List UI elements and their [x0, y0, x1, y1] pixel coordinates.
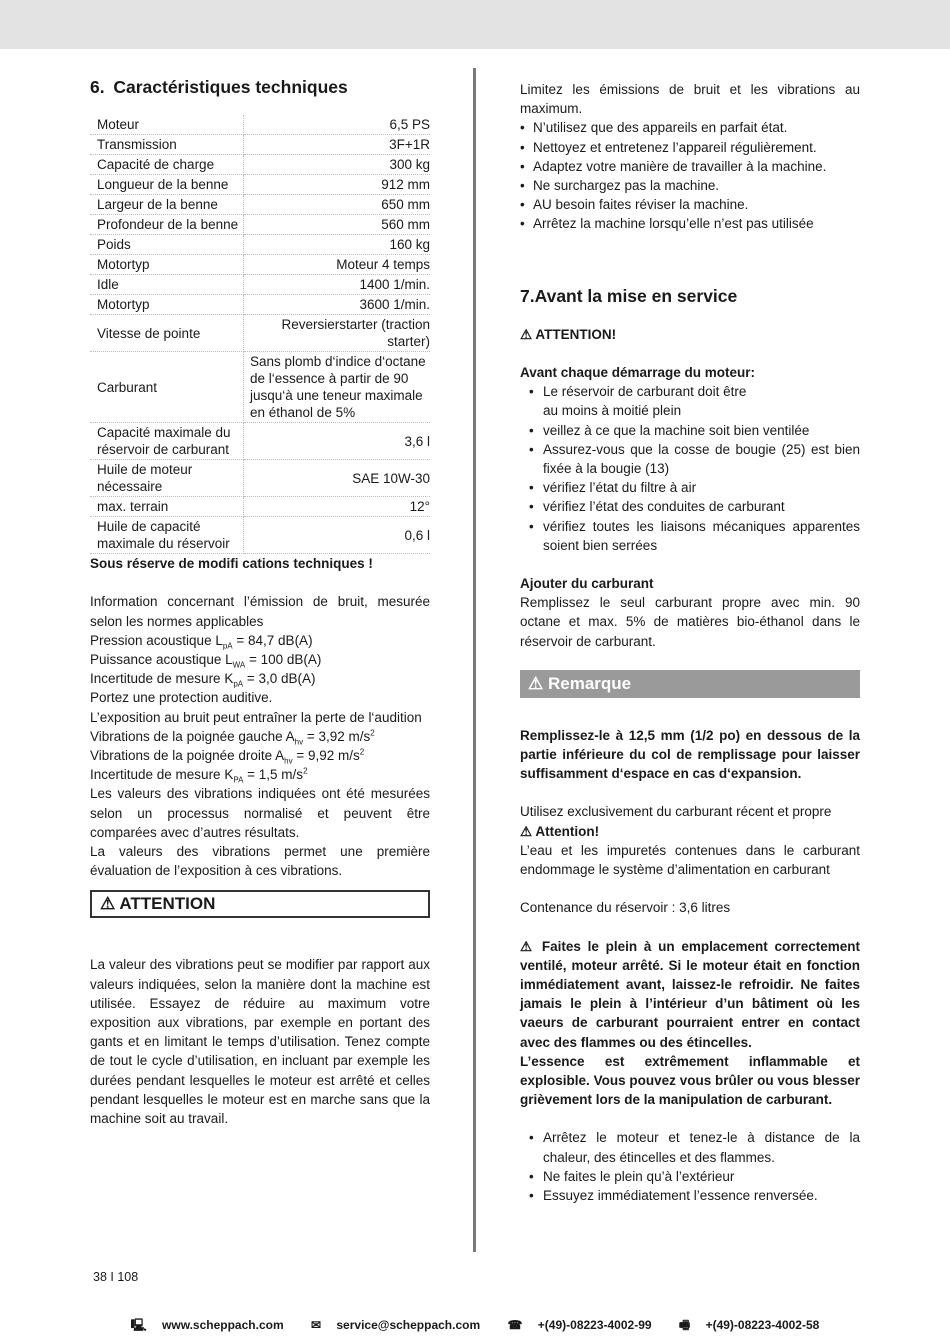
incertitude-vib-line: Incertitude de mesure $K_{PA} = 1,5$ $m/s^2$ [90, 766, 308, 785]
column-divider [473, 68, 476, 1252]
website-item[interactable]: 🖳 www.scheppach.com [130, 1318, 284, 1332]
spec-value: 1400 1/min. [244, 275, 431, 295]
page-number: 38 I 108 [93, 1270, 139, 1284]
right-column [520, 80, 860, 1205]
spec-label: Huile de moteur nécessaire [90, 460, 244, 497]
spec-value: Sans plomb d‘indice d‘octane de l‘essence à partir de 90 jusqu‘à une teneur maximale en éthanol de 5% [244, 352, 431, 423]
warning-triangle-icon: ⚠ [520, 823, 533, 839]
spec-row [90, 517, 430, 554]
fill-warning: ⚠ Faites le plein à un emplacement correctement ventilé, moteur arrêté. Si le moteur était en fonction immédiatement avant, laissez-le refroidir. Ne faites jamais le plein à l’intérieur d’un bâtiment où les vaeurs de carburant pourraient entrer en contact avec des flammes ou des étincelles. [520, 938, 860, 1050]
spec-label: Motortyp [90, 255, 244, 275]
warning-triangle-icon: ⚠ [520, 326, 533, 342]
phone-icon: ☎ [507, 1318, 523, 1332]
spec-label: Capacité de charge [90, 155, 244, 175]
spec-value: 6,5 PS [244, 115, 431, 135]
spec-value: 300 kg [244, 155, 431, 175]
spec-row [90, 175, 430, 195]
spec-row [90, 295, 430, 315]
warning-triangle-icon: ⚠ [100, 894, 116, 914]
spec-value: 650 mm [244, 195, 431, 215]
spec-value: Reversierstarter (traction starter) [244, 315, 431, 352]
spec-table [90, 115, 430, 554]
spec-row [90, 215, 430, 235]
spec-row [90, 423, 430, 460]
spec-value: 912 mm [244, 175, 431, 195]
limit-intro: Limitez les émissions de bruit et les vibrations au maximum. [520, 82, 860, 117]
before-start-heading: Avant chaque démarrage du moteur: [520, 365, 756, 381]
attention-box: ⚠ ATTENTION [90, 890, 430, 918]
vib-text-2: La valeurs des vibrations permet une première évaluation de l’exposition à ces vibrations. [90, 844, 430, 879]
list-item: • Nettoyez et entretenez l’appareil régulièrement. [520, 138, 860, 157]
remarque-banner: ⚠ Remarque [520, 670, 860, 698]
spec-label: Longueur de la benne [90, 175, 244, 195]
list-item: • Essuyez immédiatement l’essence renversée. [520, 1186, 860, 1205]
spec-label: Transmission [90, 135, 244, 155]
fax-icon: 🖷 [678, 1318, 691, 1332]
add-fuel-heading: Ajouter du carburant [520, 576, 654, 592]
spec-label: Moteur [90, 115, 244, 135]
warning-triangle-icon: ⚠ [520, 938, 536, 954]
attention-2: ⚠ Attention! [520, 823, 600, 839]
spec-label: Largeur de la benne [90, 195, 244, 215]
reserve-note: Sous réserve de modifi cations techniques ! [90, 556, 373, 572]
spec-value: Moteur 4 temps [244, 255, 431, 275]
spec-row [90, 235, 430, 255]
spec-row [90, 275, 430, 295]
spec-value: 560 mm [244, 215, 431, 235]
spec-row [90, 115, 430, 135]
section-title: 6. Caractéristiques techniques [90, 77, 348, 97]
spec-value: 0,6 l [244, 517, 431, 554]
spec-row [90, 255, 430, 275]
attention-text: La valeur des vibrations peut se modifier par rapport aux valeurs indiquées, selon la manière dont la machine est utilisée. Essayez de réduire au maximum votre exposition aux vibrations, par exemple en portant des gants et en limitant le temps d’utilisation. Tenez compte de tout le cycle d’utilisation, en incluant par exemple les durées pendant lesquelles le moteur est arrêté et celles pendant lesquelles le moteur est en marche sans que la machine soit au travail. [90, 957, 430, 1127]
spec-value: 3,6 l [244, 423, 431, 460]
list-item: • vérifiez l’état du filtre à air [520, 478, 860, 497]
add-fuel-text: Remplissez le seul carburant propre avec min. 90 octane et max. 5% de matières bio-éthanol dans le réservoir de carburant. [520, 595, 860, 649]
spec-label: Carburant [90, 352, 244, 423]
spec-value: SAE 10W-30 [244, 460, 431, 497]
list-item: • vérifiez toutes les liaisons mécaniques apparentes soient bien serrées [520, 517, 860, 555]
spec-label: Profondeur de la benne [90, 215, 244, 235]
fax-item: 🖷 +(49)-08223-4002-58 [678, 1318, 820, 1332]
final-bullet-list [520, 1128, 860, 1205]
incertitude-line: Incertitude de mesure $K_{pA} = 3,0$ dB(A) [90, 671, 316, 689]
header-band [0, 0, 950, 49]
spec-row [90, 315, 430, 352]
protection-line: Portez une protection auditive. [90, 690, 273, 706]
pression-line: Pression acoustique $L_{pA} = 84,7$ dB(A) [90, 632, 313, 651]
use-fresh-fuel: Utilisez exclusivement du carburant récent et propre [520, 804, 832, 820]
fill-note: Remplissez-le à 12,5 mm (1/2 po) en dessous de la partie inférieure du col de remplissage pour laisser suffisamment d‘espace en cas d‘expansion. [520, 727, 860, 782]
spec-label: Motortyp [90, 295, 244, 315]
tank-capacity: Contenance du réservoir : 3,6 litres [520, 900, 731, 916]
vib-droite-line: Vibrations de la poignée droite $A_{hv} = 9,92$ $m/s^2$ [90, 747, 365, 766]
spec-label: Vitesse de pointe [90, 315, 244, 352]
spec-row [90, 155, 430, 175]
list-item: • vérifiez l’état des conduites de carburant [520, 497, 860, 516]
noise-intro: Information concernant l’émission de bruit, mesurée selon les normes applicables [90, 594, 430, 629]
list-item: • veillez à ce que la machine soit bien ventilée [520, 421, 860, 440]
computer-icon: 🖳 [130, 1318, 147, 1332]
spec-value: 3600 1/min. [244, 295, 431, 315]
footer [0, 1316, 950, 1343]
spec-value: 3F+1R [244, 135, 431, 155]
section-7-title: 7.Avant la mise en service [520, 285, 738, 306]
list-item: • N’utilisez que des appareils en parfait état. [520, 118, 860, 137]
checklist-bullet-list [520, 382, 860, 555]
spec-label: Idle [90, 275, 244, 295]
spec-row [90, 497, 430, 517]
spec-label: Capacité maximale du réservoir de carburant [90, 423, 244, 460]
spec-row [90, 195, 430, 215]
essence-warning: L’essence est extrêmement inflammable et explosible. Vous pouvez vous brûler ou vous blesser grièvement lors de la manipulation de carburant. [520, 1053, 860, 1108]
warning-triangle-icon: ⚠ [528, 673, 544, 693]
list-item: • Adaptez votre manière de travailler à la machine. [520, 157, 860, 176]
list-item: • Arrêtez la machine lorsqu’elle n’est pas utilisée [520, 214, 860, 233]
mail-icon: ✉ [310, 1318, 322, 1332]
email-item[interactable]: ✉ service@scheppach.com [310, 1318, 481, 1332]
list-item: • Ne surchargez pas la machine. [520, 176, 860, 195]
exposition-line: L’exposition au bruit peut entraîner la perte de l‘audition [90, 709, 422, 725]
phone-item: ☎ +(49)-08223-4002-99 [507, 1318, 652, 1332]
vib-gauche-line: Vibrations de la poignée gauche $A_{hv} = 3,92$ $m/s^2$ [90, 728, 375, 747]
limit-bullet-list [520, 118, 860, 233]
water-text: L’eau et les impuretés contenues dans le carburant endommage le système d’alimentation en carburant [520, 842, 860, 878]
spec-row [90, 460, 430, 497]
puissance-line: Puissance acoustique $L_{WA} = 100$ dB(A) [90, 652, 322, 670]
list-item: • Le réservoir de carburant doit être au moins à moitié plein [520, 382, 860, 420]
vib-text-1: Les valeurs des vibrations indiquées ont été mesurées selon un processus normalisé et peuvent être comparées avec d’autres résultats. [90, 786, 430, 840]
attention-heading: ⚠ ATTENTION! [520, 326, 617, 342]
list-item: • Ne faites le plein qu’à l’extérieur [520, 1167, 860, 1186]
spec-label: Huile de capacité maximale du réservoir [90, 517, 244, 554]
list-item: • AU besoin faites réviser la machine. [520, 195, 860, 214]
spec-value: 160 kg [244, 235, 431, 255]
spec-value: 12° [244, 497, 431, 517]
list-item: • Assurez-vous que la cosse de bougie (25) est bien fixée à la bougie (13) [520, 440, 860, 478]
spec-label: max. terrain [90, 497, 244, 517]
left-column [90, 78, 430, 1128]
list-item: • Arrêtez le moteur et tenez-le à distance de la chaleur, des étincelles et des flammes. [520, 1128, 860, 1166]
spec-row [90, 352, 430, 423]
spec-label: Poids [90, 235, 244, 255]
spec-row [90, 135, 430, 155]
